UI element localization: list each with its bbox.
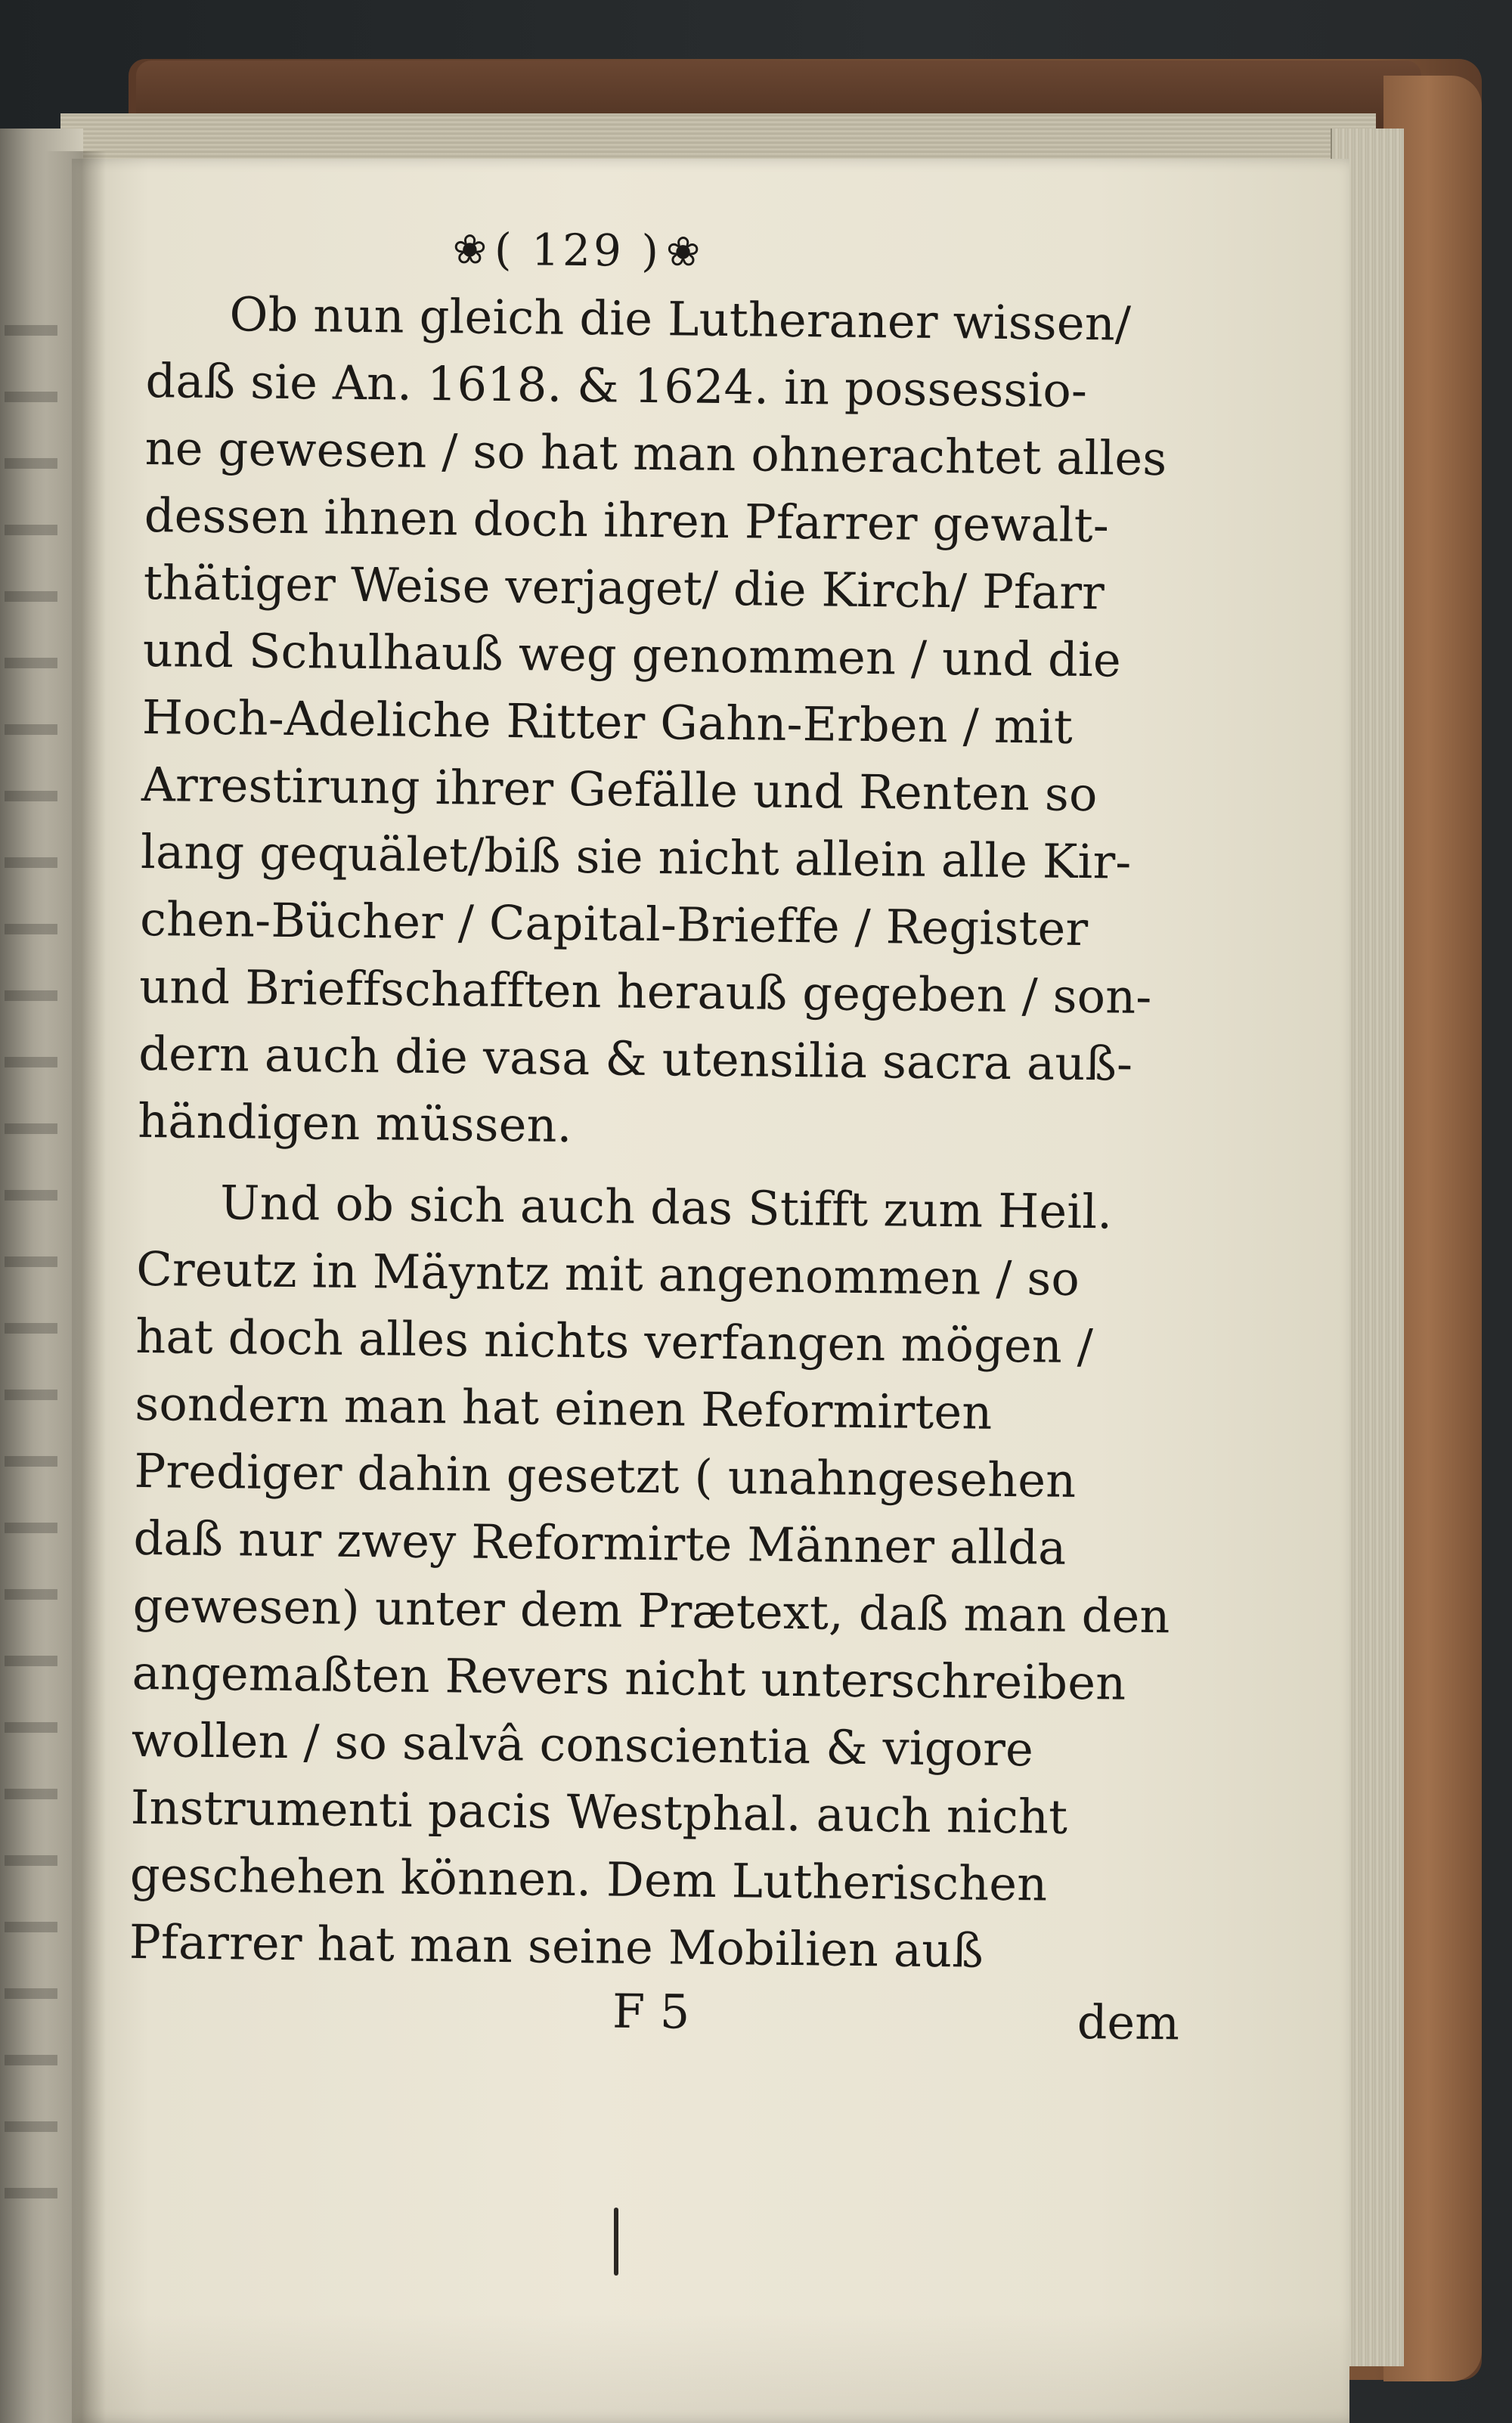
- catchword: dem: [1077, 1994, 1180, 2051]
- text-line: Und ob sich auch das Stifft zum Heil.: [219, 1175, 1113, 1240]
- page-number: ( 129 ): [494, 223, 662, 277]
- signature-mark: F 5: [612, 1983, 690, 2040]
- text-line: dern auch die vasa & utensilia sacra auß-: [138, 1025, 1133, 1092]
- stray-ink-mark: [614, 2208, 618, 2276]
- page-gutter-shadow: [45, 151, 106, 2423]
- text-line: ne gewesen / so hat man ohnerachtet alles: [144, 420, 1167, 487]
- text-line: Ob nun gleich die Lutheraner wissen/: [229, 287, 1132, 352]
- text-line: lang gequälet/biß sie nicht allein alle Kir-: [140, 823, 1132, 890]
- text-line: thätiger Weise verjaget/ die Kirch/ Pfarr: [143, 554, 1105, 621]
- page-text-block: [129, 212, 1206, 2062]
- text-line: Pfarrer hat man seine Mobilien auß: [129, 1913, 984, 1978]
- text-line: daß sie An. 1618. & 1624. in possessio-: [145, 352, 1088, 419]
- text-line: gewesen) unter dem Prætext, daß man den: [132, 1577, 1170, 1644]
- text-line: chen-Bücher / Capital-Brieffe / Register: [139, 891, 1089, 957]
- text-line: Prediger dahin gesetzt ( unahngesehen: [134, 1442, 1077, 1508]
- text-line: daß nur zwey Reformirte Männer allda: [133, 1510, 1067, 1576]
- ornament-right-icon: ❀: [665, 227, 704, 276]
- ornament-left-icon: ❀: [452, 225, 491, 274]
- text-line: und Brieffschafften herauß gegeben / son-: [138, 958, 1152, 1024]
- text-line: dessen ihnen doch ihren Pfarrer gewalt-: [144, 487, 1110, 553]
- text-line: Creutz in Mäyntz mit angenommen / so: [135, 1241, 1080, 1306]
- page-footer: [129, 1978, 1188, 2062]
- text-line: Instrumenti pacis Westphal. auch nicht: [130, 1779, 1068, 1845]
- text-line: und Schulhauß weg genommen / und die: [142, 621, 1122, 688]
- text-line: geschehen können. Dem Lutherischen: [129, 1846, 1048, 1912]
- text-line: angemaßten Revers nicht unterschreiben: [132, 1644, 1126, 1711]
- text-line: händigen müssen.: [138, 1092, 573, 1153]
- page-block-top-edges: [60, 113, 1376, 159]
- text-line: Hoch-Adeliche Ritter Gahn-Erben / mit: [141, 689, 1074, 754]
- paragraph-1: [138, 280, 1205, 1166]
- text-line: sondern man hat einen Reformirten: [135, 1375, 993, 1440]
- text-line: Arrestirung ihrer Gefälle und Renten so: [141, 756, 1098, 823]
- page-header: [48, 211, 1108, 290]
- paragraph-2: [129, 1168, 1196, 1987]
- text-line: hat doch alles nichts verfangen mögen /: [135, 1308, 1094, 1374]
- text-line: wollen / so salvâ conscientia & vigore: [131, 1712, 1034, 1777]
- page-bottom-shade: [72, 2313, 1349, 2423]
